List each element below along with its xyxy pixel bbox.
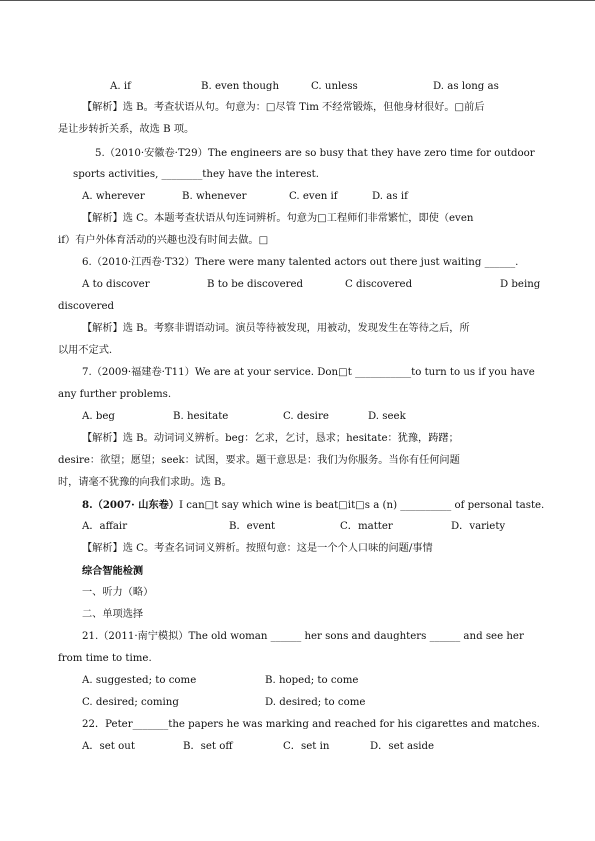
analysis-text: 以用不定式.: [58, 345, 113, 356]
analysis-text: 【解析】选 C。考查名词词义辨析。按照句意：这是一个个人口味的问题/事情: [82, 543, 433, 554]
question-text: 6.（2010·江西卷·T32）There were many talented actors out there just waiting ______.: [82, 257, 519, 268]
section-heading: 综合智能检测: [82, 565, 144, 577]
question-text: sports activities, ________they have the interest.: [73, 169, 319, 180]
option-a: A. beg: [82, 411, 115, 422]
option-a: A. if: [110, 81, 131, 92]
option-b: B. whenever: [182, 191, 247, 202]
option-a: A．set out: [82, 741, 135, 752]
option-continuation: discovered: [58, 301, 115, 312]
analysis-text: 【解析】选 B。考察非谓语动词。演员等待被发现，用被动，发现发生在等待之后，所: [82, 323, 470, 334]
question-text: 22．Peter_______the papers he was marking and reached for his cigarettes and matches.: [82, 719, 540, 730]
option-d: D. desired; to come: [265, 697, 366, 708]
option-d: D．variety: [451, 521, 506, 532]
analysis-text: desire：欲望；愿望；seek：试图，要求。题干意思是：我们为你服务。当你有任何问题: [58, 455, 460, 466]
option-c: C．matter: [340, 521, 393, 532]
option-b: B．event: [229, 521, 276, 532]
analysis-text: 时，请毫不犹豫的向我们求助。选 B。: [58, 477, 232, 488]
option-b: B. hesitate: [173, 411, 229, 422]
option-d: D being: [500, 279, 541, 290]
question-text: [82, 498, 544, 513]
analysis-text: 【解析】选 C。本题考查状语从句连词辨析。句意为□工程师们非常繁忙，即使（even: [82, 213, 474, 224]
option-d: D. as long as: [433, 81, 499, 92]
section-heading: 二、单项选择: [82, 609, 144, 620]
analysis-text: 【解析】选 B。动词词义辨析。beg：乞求，乞讨，恳求；hesitate：犹豫，踌躇；: [82, 433, 459, 444]
question-text: 7.（2009·福建卷·T11）We are at your service. Don□t ___________to turn to us if you have: [82, 367, 535, 378]
question-text: from time to time.: [58, 653, 152, 664]
option-a: A. suggested; to come: [82, 675, 197, 686]
option-c: C. unless: [311, 81, 358, 92]
question-body: I can□t say which wine is beat□it□s a (n) __________ of personal taste.: [179, 500, 545, 511]
analysis-text: 【解析】选 B。考查状语从句。句意为：□尽管 Tim 不经常锻炼，但他身材很好。□前后: [82, 102, 485, 113]
question-number: 8.（2007· 山东卷）: [82, 499, 180, 511]
option-d: D. as if: [372, 191, 408, 202]
question-text: 21.（2011·南宁模拟）The old woman ______ her sons and daughters ______ and see her: [82, 631, 524, 642]
option-a: A to discover: [82, 279, 150, 290]
option-a: A．affair: [82, 521, 128, 532]
option-b: B. hoped; to come: [265, 675, 359, 686]
option-c: C. even if: [289, 191, 338, 202]
option-b: B to be discovered: [207, 279, 304, 290]
option-c: C. desire: [283, 411, 329, 422]
option-c: C．set in: [283, 741, 330, 752]
option-b: B. even though: [201, 81, 280, 92]
option-c: C. desired; coming: [82, 697, 179, 708]
option-a: A. wherever: [82, 191, 145, 202]
option-d: D．set aside: [370, 741, 435, 752]
option-b: B．set off: [183, 741, 233, 752]
option-c: C discovered: [345, 279, 413, 290]
question-text: 5.（2010·安徽卷·T29）The engineers are so busy that they have zero time for outdoor: [95, 148, 535, 159]
option-d: D. seek: [368, 411, 406, 422]
analysis-text: if）有户外体育活动的兴趣也没有时间去做。□: [58, 235, 269, 246]
question-text: any further problems.: [58, 389, 172, 400]
section-heading: 一、听力（略）: [82, 587, 154, 598]
analysis-text: 是让步转折关系，故选 B 项。: [58, 124, 195, 135]
